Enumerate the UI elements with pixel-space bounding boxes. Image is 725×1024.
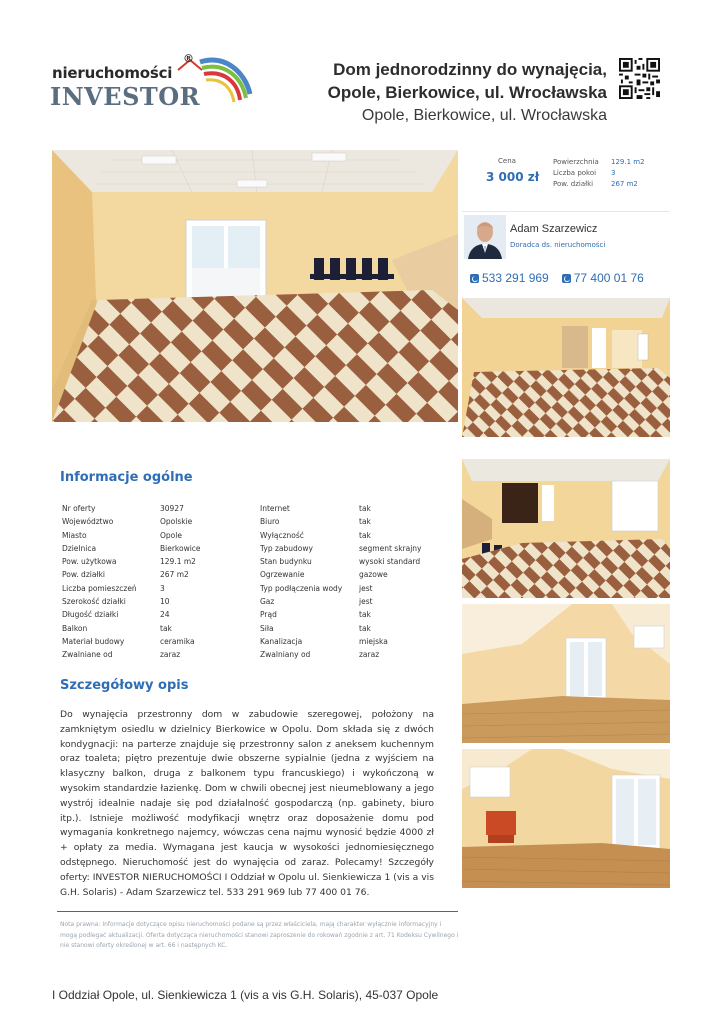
logo-text-line1: nieruchomości <box>52 64 173 82</box>
listing-location: Opole, Bierkowice, ul. Wrocławska <box>361 107 607 124</box>
info-label: Siła <box>260 623 274 633</box>
info-value: zaraz <box>359 650 380 660</box>
spec-label: Pow. działki <box>553 180 594 188</box>
description-heading: Szczegółowy opis <box>60 678 189 693</box>
info-label: Biuro <box>260 517 280 527</box>
info-label: Dzielnica <box>62 543 97 553</box>
info-value: Opolskie <box>160 517 193 527</box>
info-value: 24 <box>160 610 170 620</box>
info-label: Balkon <box>62 623 88 633</box>
qr-code-icon <box>619 58 660 99</box>
logo-text-line2: INVESTOR <box>50 82 201 111</box>
info-label: Szerokość działki <box>62 597 126 607</box>
info-label: Zwalniany od <box>260 650 311 660</box>
agent-name: Adam Szarzewicz <box>510 223 598 235</box>
info-label: Zwalniane od <box>62 650 113 660</box>
agent-role: Doradca ds. nieruchomości <box>510 241 606 249</box>
legal-note: Nota prawna: Informacje dotyczące opisu nieruchomości podane są przez właściciela, mają charakter wyłącznie informacyjny i mogą podlegać aktualizacji. Oferta dotycząca nieruchomości stanowi zaproszenie do rokowań zgodnie z art. 71 Kodeksu Cywilnego i nie stanowi oferty określonej w art. 66 i następnych KC. <box>60 921 459 949</box>
info-value: segment skrajny <box>359 543 422 553</box>
listing-title: Dom jednorodzinny do wynajęcia, Opole, Bierkowice, ul. Wrocławska <box>327 60 607 102</box>
general-info-table <box>62 502 439 662</box>
general-info-heading: Informacje ogólne <box>60 470 193 485</box>
info-label: Nr oferty <box>62 504 96 513</box>
info-value: miejska <box>359 636 388 646</box>
agent-avatar <box>464 215 506 259</box>
spec-row <box>553 179 645 190</box>
info-value: 129.1 m2 <box>160 557 196 567</box>
info-row <box>62 555 439 568</box>
info-value: tak <box>359 623 371 633</box>
info-value: Bierkowice <box>160 543 201 553</box>
divider <box>57 911 458 912</box>
footer-address: I Oddział Opole, ul. Sienkiewicza 1 (vis a vis G.H. Solaris), 45-037 Opole <box>52 988 439 1002</box>
company-logo <box>50 52 255 112</box>
info-label: Typ podłączenia wody <box>260 583 343 593</box>
phone-number: 77 400 01 76 <box>573 271 644 285</box>
info-value: wysoki standard <box>359 557 421 567</box>
registered-mark: ® <box>183 52 194 65</box>
spec-row <box>553 157 645 168</box>
info-label: Materiał budowy <box>62 636 125 646</box>
info-value: Opole <box>160 530 182 540</box>
phone-icon <box>470 274 479 283</box>
info-value: 30927 <box>160 504 184 513</box>
gallery-photo-1[interactable] <box>462 298 670 437</box>
price-box <box>462 150 670 212</box>
spec-value: 3 <box>611 169 616 177</box>
gallery-photo-2[interactable] <box>462 459 670 598</box>
spec-value: 129.1 m2 <box>611 158 645 166</box>
info-value: jest <box>359 597 373 607</box>
agent-phone-1[interactable] <box>470 271 549 285</box>
info-label: Internet <box>260 504 290 513</box>
spec-label: Liczba pokoi <box>553 169 597 177</box>
summary-specs <box>553 157 645 190</box>
info-row <box>62 608 439 621</box>
info-value: ceramika <box>160 636 195 646</box>
info-value: tak <box>359 504 371 513</box>
description-text: Do wynajęcia przestronny dom w zabudowie szeregowej, położony na zamkniętym osiedlu w dzielnicy Bierkowice w Opolu. Dom składa się z dwóch kondygnacji: na parterze znajduje się przestronny salon z aneksem kuchennym oraz toaleta; piętro prezentuje dwie obszerne sypialnie (jedna z wyjściem na klasyczny balkon, druga z balkonem typu francuskiego) i wykończoną w wysokim standardzie łazienkę. Dom w chwili obecnej jest nieumeblowany a jego wystrój idealnie nadaje się pod działalność gospodarczą (np. gabinety, biuro itp.). Istnieje możliwość modyfikacji wnętrz oraz doposażenie domu pod wymagania konkretnego najemcy, wówczas cena najmu wynosić będzie 4000 zł + opłaty za media. Wymagana jest kaucja w wysokości jednomiesięcznego odstępnego. Nieruchomość jest do wynajęcia od zaraz. Polecamy! Szczegóły oferty: INVESTOR NIERUCHOMOŚCI I Oddział w Opolu ul. Sienkiewicza 1 (vis a vis G.H. Solaris) - Adam Szarzewicz tel. 533 291 969 lub 77 400 01 76. <box>60 709 434 898</box>
agent-phone-2[interactable] <box>562 271 644 285</box>
phone-icon <box>562 274 571 283</box>
price-label: Cena <box>498 157 516 165</box>
info-label: Typ zabudowy <box>260 543 313 553</box>
info-row <box>62 635 439 648</box>
info-value: tak <box>359 530 371 540</box>
info-value: tak <box>359 517 371 527</box>
info-label: Wyłączność <box>260 530 304 540</box>
info-row <box>62 622 439 635</box>
phone-number: 533 291 969 <box>482 271 549 285</box>
info-value: jest <box>359 583 373 593</box>
info-row <box>62 515 439 528</box>
info-row <box>62 595 439 608</box>
price-value: 3 000 zł <box>486 170 540 184</box>
info-label: Województwo <box>62 517 114 527</box>
gallery-photo-3[interactable] <box>462 604 670 743</box>
listing-header <box>287 58 607 125</box>
info-label: Pow. działki <box>62 570 105 580</box>
info-value: zaraz <box>160 650 181 660</box>
info-label: Długość działki <box>62 610 119 620</box>
info-value: 267 m2 <box>160 570 189 580</box>
info-row <box>62 648 439 661</box>
spec-value: 267 m2 <box>611 180 638 188</box>
main-photo[interactable] <box>52 150 458 422</box>
info-row <box>62 568 439 581</box>
info-label: Prąd <box>260 610 277 620</box>
info-row <box>62 529 439 542</box>
info-label: Gaz <box>260 597 275 607</box>
gallery-photo-4[interactable] <box>462 749 670 888</box>
info-row <box>62 542 439 555</box>
info-label: Miasto <box>62 530 87 540</box>
info-value: tak <box>160 623 172 633</box>
spec-row <box>553 168 645 179</box>
info-label: Stan budynku <box>260 557 312 567</box>
info-value: 3 <box>160 583 165 593</box>
info-value: gazowe <box>359 570 388 580</box>
info-row <box>62 502 439 515</box>
info-value: 10 <box>160 597 170 607</box>
info-value: tak <box>359 610 371 620</box>
info-row <box>62 582 439 595</box>
spec-label: Powierzchnia <box>553 158 599 166</box>
info-label: Pow. użytkowa <box>62 557 117 567</box>
agent-phones <box>470 271 644 285</box>
info-label: Kanalizacja <box>260 636 303 646</box>
info-label: Liczba pomieszczeń <box>62 583 137 593</box>
info-label: Ogrzewanie <box>260 570 305 580</box>
